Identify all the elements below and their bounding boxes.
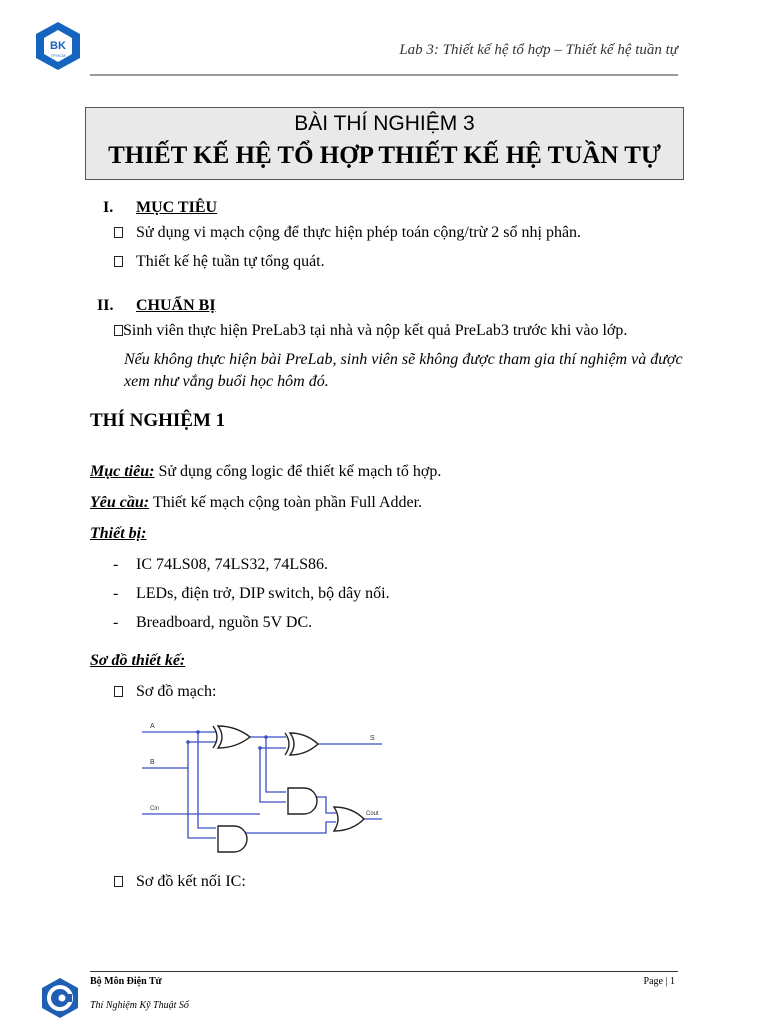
header-title: Lab 3: Thiết kế hệ tổ hợp – Thiết kế hệ tuần tự <box>399 42 678 58</box>
section1-bullet-1 <box>114 224 581 242</box>
requirement-line <box>90 494 422 512</box>
objective-text: Sử dụng cổng logic để thiết kế mạch tổ hợp. <box>154 463 442 480</box>
section2-title: CHUẨN BỊ <box>136 297 216 314</box>
checkbox-bullet-icon <box>114 325 123 336</box>
bullet-text: Sử dụng vi mạch cộng để thực hiện phép toán cộng/trừ 2 số nhị phân. <box>136 224 582 241</box>
output-s-label: S <box>370 735 375 742</box>
logo-text: BK <box>50 40 66 52</box>
section1-number: I. <box>103 199 114 216</box>
header-divider <box>90 74 678 76</box>
footer-page-number: Page | 1 <box>643 976 675 987</box>
equipment-item-text: Breadboard, nguồn 5V DC. <box>136 614 313 631</box>
full-adder-circuit-diagram <box>140 718 390 858</box>
footer-course: Thí Nghiệm Kỹ Thuật Số <box>90 1000 189 1011</box>
experiment-heading: THÍ NGHIỆM 1 <box>90 410 226 431</box>
input-b-label: B <box>150 759 155 766</box>
equipment-label: Thiết bị: <box>90 525 147 542</box>
diagram-bullet-1 <box>114 683 216 701</box>
equipment-item-text: LEDs, điện trở, DIP switch, bộ dây nối. <box>136 585 390 602</box>
equipment-item-text: IC 74LS08, 74LS32, 74LS86. <box>136 556 329 573</box>
department-logo <box>38 976 82 1020</box>
input-cin-label: Cin <box>150 806 160 812</box>
input-a-label: A <box>150 723 155 730</box>
bk-logo <box>32 20 84 72</box>
section2-bullet <box>114 322 627 340</box>
diagram-bullet-2 <box>114 873 246 891</box>
title-line2: THIẾT KẾ HỆ TỔ HỢP THIẾT KẾ HỆ TUẦN TỰ <box>108 142 661 169</box>
checkbox-bullet-icon <box>114 876 123 887</box>
section2-note-line2: xem như vắng buổi học hôm đó. <box>124 373 329 390</box>
bullet-text: Sơ đồ kết nối IC: <box>136 873 246 890</box>
requirement-label: Yêu cầu: <box>90 494 150 511</box>
section2-note-line1: Nếu không thực hiện bài PreLab, sinh viên sẽ không được tham gia thí nghiệm và được <box>124 351 683 368</box>
title-box <box>85 107 684 180</box>
equipment-item: - <box>113 614 119 631</box>
title-line1: BÀI THÍ NGHIỆM 3 <box>294 112 475 135</box>
objective-label: Mục tiêu: <box>90 463 155 480</box>
section1-title: MỤC TIÊU <box>136 199 218 216</box>
equipment-item: - <box>113 585 119 602</box>
bullet-text: Thiết kế hệ tuần tự tổng quát. <box>136 253 325 270</box>
footer-divider <box>90 971 678 972</box>
equipment-item: - <box>113 556 119 573</box>
section2-number: II. <box>97 297 114 314</box>
output-cout-label: Cout <box>366 811 379 817</box>
checkbox-bullet-icon <box>114 227 123 238</box>
checkbox-bullet-icon <box>114 686 123 697</box>
checkbox-bullet-icon <box>114 256 123 267</box>
design-label: Sơ đồ thiết kế: <box>90 652 186 669</box>
section1-bullet-2 <box>114 253 325 271</box>
requirement-text: Thiết kế mạch cộng toàn phần Full Adder. <box>149 494 423 511</box>
objective-line <box>90 463 441 481</box>
footer-department: Bộ Môn Điện Tử <box>90 976 162 987</box>
bullet-text: Sơ đồ mạch: <box>136 683 217 700</box>
logo-subtext: TP.HCM <box>50 53 66 58</box>
bullet-text: Sinh viên thực hiện PreLab3 tại nhà và nộp kết quả PreLab3 trước khi vào lớp. <box>123 322 628 339</box>
